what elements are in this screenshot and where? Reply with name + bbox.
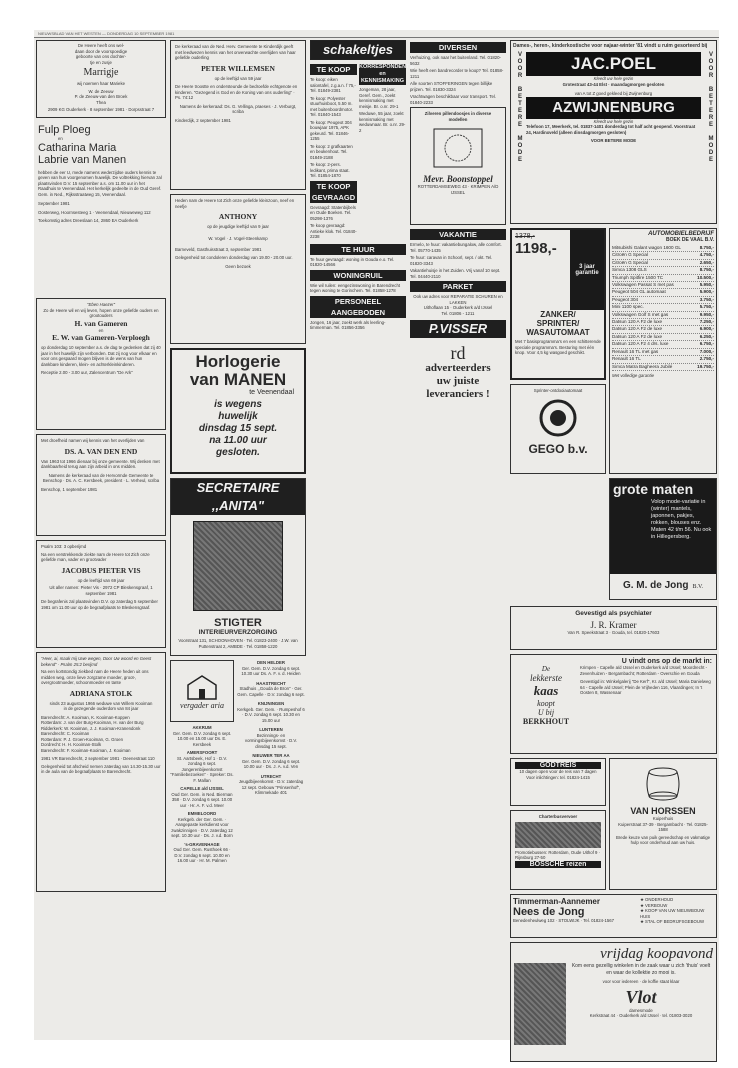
church-services-left <box>170 660 234 1020</box>
willemsen-sign: Namens de kerkeraad: Ds. G. Vellinga, praeses · J. Verburgt, scriba <box>179 103 297 114</box>
anthony-place: Barneveld, Gasthuisstraat 3, september 1981 <box>175 247 262 252</box>
section-parket: PARKET <box>410 281 506 292</box>
car-listing <box>612 297 714 304</box>
ad-boonstoppel: Zilveren pillendoosjes in diverse modellen Mevr. Boonstoppel ROTTERDAMSEWEG 43 · KRIMPEN A/D IJSSEL <box>410 107 506 225</box>
anniversary-title: "Eben Haezer" <box>86 302 116 307</box>
wijnenburg-line: van A tot Z goed gekleed bij Zwijnenburg <box>574 91 653 96</box>
car-name: Datsun 120 A F2 4 drs. luxe <box>612 341 669 347</box>
vlot-logo: Vlot <box>625 986 657 1007</box>
church-services <box>170 660 306 1020</box>
classifieds-left: TE KOOP Te koop: eiken salontafel, z.g.a.n. f 75,- Tel. 01849-2381 Te koop: Polyester stuurhuisboot, 5.50 m. met buitenboordmotor. Tel. 01840-1543 Te koop: Peugeot 304 bouwjaar 1975, APK gekeurd. Tel. 01846-1255 Te koop: 2 grafkaarten en beukenhout. Tel. 01849-2188 Te koop: 2-pers. ledikant, prima staat. Tel. 01854-1870 TE KOOP GEVRAAGD Gevraagd: Statenbijbels en Oude Boeken. Tel. 05298-1376 Te koop gevraagd: Antieke klok. Tel. 01840-2238 <box>310 65 357 239</box>
car-name: Triumph Spitfire 1500 TC <box>612 274 664 280</box>
car-price: 6.750,- <box>699 341 714 347</box>
obituary-stolk-name: ADRIANA STOLK <box>69 688 133 698</box>
car-price: 4.750,- <box>699 252 714 258</box>
car-price: 2.650,- <box>699 259 714 265</box>
horlogerie-l7: na 11.00 uur <box>209 435 267 446</box>
obituary-vis-age: op de leeftijd van 69 jaar <box>77 577 125 583</box>
anthony-name: ANTHONY <box>218 212 258 221</box>
car-price: 19.750,- <box>697 363 714 369</box>
obituary-date: Benschop, 1 september 1981 <box>41 486 98 492</box>
car-name: Mini 1100 spec. <box>612 304 644 310</box>
diversen-column: DIVERSEN Verhuizing, ook naar het buitenland. Tel. 01820-5632 Wie heeft een bandrecorder te koop? Tel. 01858-1211 Alle soorten STOFFERINGEN tegen billijke prijzen. Tel. 01830-3324 Vrachtwagen beschikbaar voor transport. Tel. 01840-2233 Zilveren pillendoosjes in diverse modellen Mevr. Boonstoppel ROTTERDAMSEWEG 43 · KRIMPEN A/D IJSSEL VAKANTIE Ermelo, te huur: vakantiebungalow, alle comfort. Tel. 05770-1435 Te huur: caravan in Schoorl, sept. / okt. Tel. 01820-3343 Vakantiehuisje in het Zuiden. Vrij vanaf 10 sept. Tel. 04440-2110 PARKET Ook uw adres voor REPARATIE SCHUREN en LAKKEN Uithoflaan 15 · Ouderkerk a/d IJssel Tel. 01806 - 1211 P.VISSER rd adverteerders uw juiste leveranciers ! <box>410 40 506 1040</box>
new-price: 1198,- <box>515 240 557 257</box>
horlogerie-l8: gesloten. <box>216 447 260 458</box>
anthony-age: op de jeugdige leeftijd van 9 jaar <box>207 224 269 229</box>
ad-garage: AUTOMOBIELBEDRIJF BOEK DE VAAL B.V. Mitsubishi Galant wagon 1600 GL 8.750,- Citroën G Special 4.750,- Citroën G Special 2.650,- Simca 1308 GLS 8.750,- Triumph Spitfire 1500 TC 10.500,- Volkswagen Passat S met pas 5.950,- Peugeot 504 GL automaat 5.900,- Peugeot 304 3.750,- Mini 1100 spec. 5.750,- Volkswagen Golf S met gas 9.950,- Datsun 120 A F2 de luxe 7.250,- Datsun 120 A F2 de luxe 6.900,- Datsun 120 A F2 de luxe 6.250,- Datsun 120 A F2 4 drs. luxe 6.750,- Renault 16 TL met gas 7.000,- Renault 16 TL 2.750,- Simca Matra Bagheera Jubilé 19.750,- Met volledige garantie <box>609 228 717 474</box>
car-listing <box>612 252 714 259</box>
wedding-date: September 1981 <box>38 201 70 206</box>
ad-horlogerie <box>170 348 306 474</box>
anniversary-intro: Zo de Heere wil en wij leven, hopen onze geliefde ouders en grootouders <box>43 307 159 318</box>
anniversary-text: op donderdag 10 september a.s. de dag te gedenken dat zij 40 jaar in het huwelijk zijn verbonden. Dat zij nog voor elkaar en voor ons gespaard mogen blijven is de wens van hun dankbare kinderen, klein- en achterkleinkinderen. <box>41 345 161 367</box>
obituary-intro: Met droefheid namen wij kennis van het overlijden van <box>41 438 145 443</box>
obituary-stolk-text: Na een kortstondig ziekbed nam de Heere heden uit ons midden weg, onze lieve zorgzame moeder, groot-, overgrootmoeder, schoonmoeder en tante <box>41 669 149 685</box>
secretaire-sub: INTERIEURVERZORGING <box>198 629 278 636</box>
diversen-items: Verhuizing, ook naar het buitenland. Tel. 01820-5632 Wie heeft een bandrecorder te koop? Tel. 01858-1211 Alle soorten STOFFERINGEN tegen billijke prijzen. Tel. 01830-3324 Vrachtwagen beschikbaar voor transport. Tel. 01840-2233 <box>410 55 504 105</box>
church-list-right: DEN HELDER Ger. Gem. D.V. zondag 6 sept. 10.30 uur Ds. A. F. v. d. Heiden HAASTRECHT Stadhuis ,,Gouda de Bron" · Ger. Gem. Capelle · D.V. zondag 6 sept. KNIJNINGEN Kerkgeb. Ger. Gem. · Rumpeshof 6 · D.V. zondag 6 sept. 10.30 en 15.00 uur LUNTEREN Bezinnings- en vormingsbijeenkomst · D.V. dinsdag 15 sept. NIEUWER TER AA Ger. Gem. D.V. zondag 6 sept. 10.00 uur · Ds. J. A. v.d. Ven UTRECHT Jeugdbijeenkomst · D.V. zaterdag 12 sept. Gebouw "Prinsenhof", Klimmekade 401 <box>237 660 305 795</box>
car-price: 10.500,- <box>697 274 714 280</box>
ad-modehuis: Dames-, heren-, kinderkostische voor najaar-winter '81 vindt u ruim gesorteerd bij VOOR BETERE MODE JAC.POEL Kleedt uw hele gezin Grotestraat 43-44 Elst · maandagmorgen gesloten van A tot Z goed gekleed bij Zwijnenburg AZWIJNENBURG Kleedt uw hele gezin Telefoon 17, Meerkerk, tel. 01837-1401 donderdag tot half acht geopend. Voorstraat 24, Hardinxveld (alleen dinsdagmorgen gesloten) VOOR BETERE MODE VOOR BETERE MODE <box>510 40 717 224</box>
birth-sub: wij noemen haar Marieke <box>76 81 125 86</box>
ad-wasautomaat: 1378,- 1198,- 3 jaar garantie ZANKER/ SPRINTER/ WASAUTOMAAT Met 7 basisprogramma's en een schitterende speciale programma's. Besturing met één knop. Voor 4,5 kg wasgoed geschikt. <box>510 228 606 380</box>
section-te-koop-gevraagd: TE KOOP GEVRAAGD <box>311 181 356 202</box>
obituary-stolk-place: 1981 VR Barendrecht, 2 september 1981 · Deenestraat 110 <box>41 756 155 761</box>
car-name: Volkswagen Golf S met gas <box>612 311 669 317</box>
anniversary-announcement <box>36 298 166 430</box>
car-name: Datsun 120 A F2 de luxe <box>612 333 663 339</box>
car-name: Simca Matra Bagheera Jubilé <box>612 363 673 369</box>
obituary-vis-name: JACOBUS PIETER VIS <box>61 565 141 575</box>
car-listing <box>612 319 714 326</box>
obituary-stolk-verse: "Heer, ai, maak mij Uwe wegen, Door Uw woord en Geest bekend" · Psalm 25:2 berijmd <box>41 656 152 667</box>
jacpoel-address: Grotestraat 43-44 Elst · maandagmorgen gesloten <box>562 81 665 87</box>
jacpoel-tag: Kleedt uw hele gezin <box>593 76 634 81</box>
gego-logo-icon <box>538 398 578 438</box>
parket-text: Ook uw adres voor REPARATIE SCHUREN en LAKKEN Uithoflaan 15 · Ouderkerk a/d IJssel Tel. 01806 - 1211 <box>413 294 503 316</box>
car-listing <box>612 267 714 274</box>
obituary-sign: Namens de kerkeraad van de Hervormde Gemeente te Benschop · Ds. A. C. Kersbeek, president · L. Verheul, scriba <box>42 472 160 483</box>
car-price: 2.750,- <box>699 356 714 362</box>
car-list <box>612 245 714 371</box>
secretaire-title: SECRETAIRE ,,ANITA" <box>171 479 305 515</box>
wedding-future-address: Toekomstig adres Dreeslaan 14, 2860 EA Ouderkerk <box>38 218 139 223</box>
car-price: 9.950,- <box>699 311 714 317</box>
horlogerie-l6: dinsdag 15 sept. <box>198 423 278 434</box>
classifieds-column: schakeltjes TE KOOP Te koop: eiken salontafel, z.g.a.n. f 75,- Tel. 01849-2381 Te koop: Polyester stuurhuisboot, 5.50 m. met buitenboordmotor. Tel. 01840-1543 Te koop: Peugeot 304 bouwjaar 1975, APK gekeurd. Tel. 01846-1255 Te koop: 2 grafkaarten en beukenhout. Tel. 01849-2188 Te koop: 2-pers. ledikant, prima staat. Tel. 01854-1870 TE KOOP GEVRAAGD Gevraagd: Statenbijbels en Oude Boeken. Tel. 05298-1376 Te koop gevraagd: Antieke klok. Tel. 01840-2238 KORRESPONDENTIE en KENNISMAKING Jongeman, 28 jaar, Geref. Gem., zoekt kennismaking met meisje. Br. o.nr. 29-1 Weduwe, 55 jaar, zoekt kennismaking met weduwnaar. Br. o.nr. 29-2 TE HUUR Te huur gevraagd: woning in Gouda e.o. Tel. 01820-14566 WONINGRUIL Wie wil ruilen: eengezinswoning in Barendrecht tegen woning te Gorinchem. Tel. 01858-1278 PERSONEEL AANGEBODEN Jongen, 16 jaar, zoekt werk als leerling-timmerman. Tel. 01856-3356 <box>310 42 415 330</box>
anthony-text: Heden nam de Heere tot Zich onze geliefde kleinzoon, neef en neefje <box>175 198 295 209</box>
car-price: 7.250,- <box>699 319 714 325</box>
ad-timmerman: Timmerman-Aannemer Nees de Jong Benedenheulweg 102 · STOLWIJK · Tel. 01824-1567 ★ ONDERHOUD ★ VERBOUW ★ KOOP VAN UW NIEUWBOUW HUIS ★ STAL OF BEDRIJFSGEBOUW <box>510 894 717 938</box>
car-listing <box>612 289 714 296</box>
willemsen-body: De Heere troostte en ondersteunde de bedroefde echtgenote en kinderen. "Gezegend is God en de Koning van ons ouderling" · Ps. 74:12 <box>175 84 298 100</box>
car-price: 5.750,- <box>699 304 714 310</box>
barrel-icon <box>640 764 686 804</box>
boonstoppel-address: ROTTERDAMSEWEG 43 · KRIMPEN A/D IJSSEL <box>417 184 499 195</box>
gego-title: GEGO b.v. <box>528 441 588 456</box>
obituary-willemsen <box>170 40 306 190</box>
anniversary-name-1: H. van Gameren <box>74 318 128 328</box>
section-personeel: PERSONEEL AANGEBODEN <box>310 296 406 318</box>
model-photo <box>514 963 566 1045</box>
bride-name-line-1: Catharina Maria <box>38 141 117 154</box>
section-woningruil: WONINGRUIL <box>310 270 406 281</box>
car-name: Mitsubishi Galant wagon 1600 GL <box>612 245 681 250</box>
section-vakantie: VAKANTIE <box>410 229 506 240</box>
car-name: Citroën G Special <box>612 252 649 258</box>
car-listing <box>612 282 714 289</box>
wedding-en: en <box>58 136 63 141</box>
section-diversen: DIVERSEN <box>410 42 506 53</box>
old-price: 1378,- <box>515 233 535 240</box>
section-te-huur: TE HUUR <box>310 244 406 255</box>
birth-announcement <box>36 40 166 118</box>
jacpoel-logo: JAC.POEL <box>526 52 701 76</box>
wedding-announcement <box>36 122 166 298</box>
anniversary-reception: Receptie 2.00 - 3.00 uur, Zalencentrum "De Ark" <box>41 370 133 375</box>
ad-secretaire <box>170 478 306 656</box>
anthony-foot: Geen bezoek <box>225 264 251 269</box>
announcements-column-2 <box>170 40 306 1040</box>
obituary-vis <box>36 540 166 648</box>
obituary-stolk <box>36 652 166 892</box>
groom-name: Fulp Ploeg <box>38 124 91 136</box>
boonstoppel-name: Mevr. Boonstoppel <box>423 174 493 184</box>
car-price: 5.950,- <box>699 282 714 288</box>
obituary-body: Van 1963 tot 1966 dienaar bij onze gemeente. Wij denken met dankbaarheid terug aan zijn arbeid in ons midden. <box>41 458 160 469</box>
car-listing <box>612 245 714 252</box>
car-name: Datsun 120 A F2 de luxe <box>612 319 663 325</box>
car-price: 8.750,- <box>699 245 714 250</box>
announcements-column-1 <box>36 40 166 1040</box>
car-listing <box>612 275 714 282</box>
birth-name: Marrigje <box>83 67 119 78</box>
birth-intro: De Heere heeft ons wel- daan door de voorspoedige geboorte van ons dochter- tje en zusje <box>74 43 128 65</box>
schakeltjes-header: schakeltjes <box>310 40 406 60</box>
car-listing <box>612 260 714 267</box>
ad-bossche-reizen: Charterbusvervoer Promotiebussen: Rotterdam, Oude Uithof 9 · Rijnsburg 27-50 BOSSCHE reizen <box>510 810 606 890</box>
horlogerie-l3: te Veenendaal <box>249 389 294 396</box>
car-price: 6.900,- <box>699 326 714 332</box>
anniversary-en: en <box>98 327 104 333</box>
koopavond-title: vrijdag koopavond <box>600 946 713 962</box>
right-ads-column <box>510 40 717 1040</box>
wasautomaat-desc: Met 7 basisprogramma's en een schitterende speciale programma's. Besturing met één knop. Voor 4,5 kg wasgoed geschikt. <box>515 339 601 355</box>
anthony-note: Gelegenheid tot condoleren donderdag van 19.00 - 20.00 uur. <box>175 254 293 260</box>
dejong-brand: G. M. de Jong <box>622 580 689 591</box>
classifieds-grid <box>310 62 415 242</box>
ad-vlot-koopavond: vrijdag koopavond Kom eens gezellig winkelen in de zaak waar u zich 'thuis' voelt en waar de kollektie zo mooi is. voor voor iedereen · de koffie staat klaar Vlot damesmode Kerkstraat 44 · Ouderkerk a/d IJssel · tel. 01803-3020 <box>510 942 717 1062</box>
car-name: Simca 1308 GLS <box>612 267 647 273</box>
horlogerie-l5: huwelijk <box>218 411 258 422</box>
car-listing <box>612 364 714 371</box>
car-price: 8.750,- <box>699 267 714 273</box>
willemsen-name: PETER WILLEMSEN <box>201 63 275 73</box>
car-price: 3.750,- <box>699 296 714 302</box>
obituary-vis-verse: Psalm 103: 3 opberijmd <box>41 544 87 549</box>
classifieds-right: KORRESPONDENTIE en KENNISMAKING Jongeman, 28 jaar, Geref. Gem., zoekt kennismaking met meisje. Br. o.nr. 29-1 Weduwe, 55 jaar, zoekt kennismaking met weduwnaar. Br. o.nr. 29-2 <box>359 64 415 133</box>
bus-photo <box>515 822 601 848</box>
ad-grote-maten: grote maten Volop mode-variatie in (winter) mantels, japonnen, pakjes, rokken, blouses enz. Maten 42 t/m 56. Nu ook in Hillegersberg. G. M. de Jong B.V. <box>609 478 717 600</box>
ad-berkhout: U vindt ons op de markt in: De lekkerste kaas koopt U bij BERKHOUT Krimpen - Capelle a/d IJssel en Ouderkerk a/d IJssel; Moordrecht - Zevenhuizen - Bergambacht; Rotterdam - Overschie en Gouda Gevestigd in: Winkelgalerij "De Kerf", Kr. a/d IJssel; Maria Danielweg 64 - Capelle a/d IJssel; Plein de Vrijheden 116, Vlaardingen; In 't Oosten 8, Wassenaar <box>510 654 717 754</box>
secretaire-brand: STIGTER <box>214 617 262 629</box>
car-price: 5.900,- <box>699 289 714 295</box>
willemsen-age: op de leeftijd van 59 jaar <box>214 75 262 81</box>
car-listing <box>612 312 714 319</box>
car-name: Datsun 120 A F2 de luxe <box>612 326 663 332</box>
modehuis-vertical-left: VOOR BETERE MODE <box>517 52 523 164</box>
grote-maten-text: Volop mode-variatie in (winter) mantels, japonnen, pakjes, rokken, blouses enz. Maten 42 t/m 56. Nu ook in Hillegersberg. <box>651 499 712 540</box>
car-name: Citroën G Special <box>612 259 649 265</box>
bride-name-line-2: Labrie van Manen <box>38 153 127 166</box>
ad-godtreis: GODTREIS 10 dagen open voor de reis van 7 dagen Voor inlichtingen: tel. 01824-1415 <box>510 758 606 806</box>
willemsen-place: Kinderdijk, 2 september 1981 <box>175 117 231 123</box>
te-koop-items: Te koop: eiken salontafel, z.g.a.n. f 75,- Tel. 01849-2381 Te koop: Polyester stuurhuisboot, 5.50 m. met buitenboordmotor. Tel. 01840-1543 Te koop: Peugeot 304 bouwjaar 1975, APK gekeurd. Tel. 01846-1255 Te koop: 2 grafkaarten en beukenhout. Tel. 01849-2188 Te koop: 2-pers. ledikant, prima staat. Tel. 01854-1870 <box>310 77 356 178</box>
pvisser-banner: P.VISSER <box>410 320 506 338</box>
obituary-van-den-end <box>36 434 166 536</box>
wedding-address: Oosterweg, Hoornsesteeg 1 · Veenendaal, Nieuweweg 112 <box>38 209 151 215</box>
ad-adverteerders: rd adverteerders uw juiste leveranciers ! <box>425 343 491 400</box>
car-name: Renault 16 TL <box>612 356 641 362</box>
horlogerie-l2: van MANEN <box>189 370 287 389</box>
psychiater-name: J. R. Kramer <box>590 620 637 630</box>
ad-psychiater: Gevestigd als psychiater J. R. Kramer Van R. Speekstraat 3 · Gouda, tel. 01820-17603 <box>510 606 717 650</box>
car-price: 6.250,- <box>699 333 714 339</box>
modehuis-vertical-right: VOOR BETERE MODE <box>708 52 714 164</box>
ad-vanhorssen: VAN HORSSEN Kuiperhuis Kuiperstraat 37-39 · Bergambacht · Tel. 01825-1588 Brede keuze van puik gereedschap en vakmatige hulp voor onderhoud aan uw huis. <box>609 758 717 890</box>
obituary-vis-burial: De begrafenis zal plaatsvinden D.V. op zaterdag 5 september 1981 om 11.00 uur op de begraafplaats te Bleskensgraaf. <box>41 599 158 610</box>
car-name: Volkswagen Passat S met pas <box>612 282 674 288</box>
car-listing <box>612 304 714 311</box>
section-korrespondentie: KORRESPONDENTIE en KENNISMAKING <box>359 64 415 84</box>
garantie-badge: 3 jaar garantie <box>570 230 604 310</box>
willemsen-text: De kerkeraad van de Ned. Herv. Gemeente te Kinderdijk geeft met leedwezen kennis van het onverwachte overlijden van haar geliefde ouderling <box>175 44 296 60</box>
obituary-vis-text: Na een verstrekkende ziekte nam de Heere tot Zich onze geliefde man, vader en grootvader <box>41 551 150 562</box>
secretaire-address: Voorstraat 131, SCHOONHOVEN · Tel. 01823-2400 · J.W. van Puttenstraat 2, AMBDE · Tel. 01858-1220 <box>178 638 298 649</box>
car-listing <box>612 341 714 348</box>
wedding-text: hebben de eer U, mede namens wederzijdse ouders kennis te geven van hun voorgenomen huwelijk. De voltrekking hiervan zal plaatsvinden D.V. 15 september a.s. om 11.00 uur in het Raadhuis te Veenendaal. Het kerkelijk gedeelte in de Oud Geref. Gem. in Ned., Rijksstraatweg 15, Veenendaal. <box>38 169 162 197</box>
car-listing <box>612 356 714 363</box>
obituary-stolk-note: Gelegenheid tot afscheid nemen zaterdag van 14.30-15.30 uur in de aula van de begraafplaats te Barendrecht. <box>41 763 161 774</box>
horlogerie-l1: Horlogerie <box>195 352 281 371</box>
church-icon <box>184 673 220 701</box>
wijnenburg-logo: AZWIJNENBURG <box>526 97 701 119</box>
car-listing <box>612 326 714 333</box>
birth-address: 2909 KG Ouderkerk · 8 september 1981 · Dorpsstraat 7 <box>47 107 155 112</box>
car-listing <box>612 334 714 341</box>
horlogerie-l4: is wegens <box>214 399 262 410</box>
obituary-stolk-widow: sinds 23 augustus 1966 weduwe van Willem Kooiman <box>49 700 153 706</box>
birth-parents: W. de Zeeuw P. de Zeeuw-van den Broek Thea <box>74 88 128 105</box>
newspaper-page <box>34 30 719 1040</box>
ad-gego: Sprinter-ontdooiautomaat GEGO b.v. <box>510 384 606 474</box>
wijnenburg-address: Telefoon 17, Meerkerk, tel. 01837-1401 donderdag tot half acht geopend. Voorstraat 24, Hardinxveld (alleen dinsdagmorgen gesloten) <box>526 124 696 135</box>
vergaderaria-logo: vergader aria <box>170 660 234 722</box>
masthead: NIEUWSBLAD VAN HET WESTEN — DONDERDAG 10 SEPTEMBER 1981 <box>34 30 719 38</box>
car-name: Renault 16 TL met gas <box>612 348 659 354</box>
obituary-anthony <box>170 194 306 344</box>
obituary-name: DS. A. VAN DEN END <box>64 446 138 456</box>
section-te-koop: TE KOOP <box>310 64 357 75</box>
pillbox-icon <box>428 125 488 171</box>
car-listing <box>612 349 714 356</box>
obituary-vis-family: Uit aller namen: Pieter Vis · 2972 CP Bleskensgraaf, 1 september 1981 <box>49 585 153 596</box>
berkhout-logo: De lekkerste kaas koopt U bij BERKHOUT <box>522 665 570 726</box>
modehuis-text: Dames-, heren-, kinderkostische voor najaar-winter '81 vindt u ruim gesorteerd bij <box>513 43 708 49</box>
obituary-stolk-age: in de gezegende ouderdom van 84 jaar <box>63 706 139 711</box>
car-name: Peugeot 504 GL automaat <box>612 289 666 295</box>
obituary-stolk-family: Barendrecht: A. Kooiman, K. Kooiman-Koppen Rotterdam: J. van der Burg-Kooiman, H. van der Burg Ridderkerk: W. Kooiman, J. J. Kooiman-Kranendonk Barendrecht: C. Kooiman Rotterdam: P. J. Groen-Kooiman, G. Groen Dordrecht: H. H. Kooiman-Stolk Barendrecht: F. Kooiman-Kooiman, J. Kooiman <box>41 714 144 753</box>
car-price: 7.000,- <box>699 348 714 354</box>
anthony-family: W. Vogel · J. Vogel-Steenkamp <box>208 235 268 241</box>
church-list-left: AKKRUM Ger. Gem. D.V. zondag 6 sept. 10.00 en 15.00 uur Ds. E. Kersbeek AMERSFOORT St. Aartsbeek, Hof 1 · D.V. zondag 6 sept. Jongerenbijeenkomst "Familiebezoeken" · Spreker: Ds. F. Mallan CAPELLE a/d IJSSEL Oud Ger. Gem. in Ned. Bierman 358 · D.V. zondag 6 sept. 10.00 uur · Hr. A. F. v.d. Meer EMMELOORD Kerkgeb. der Ger. Gem. · Aangepaste kerkdienst voor zwakzinnigen · D.V. zaterdag 12 sept. 10.30 uur · Ds. J. v.d. Born 's-GRAVENHAGE Oud Ger. Gem. Rusthoek 66 · D.V. zondag 6 sept. 10.00 en 16.00 uur · Hr. M. Palmen <box>170 725 234 863</box>
car-name: Peugeot 304 <box>612 296 639 302</box>
grote-maten-title: grote maten <box>613 481 694 497</box>
anniversary-name-2: E. W. van Gameren-Verploegh <box>52 333 150 342</box>
secretaire-photo <box>193 521 283 611</box>
